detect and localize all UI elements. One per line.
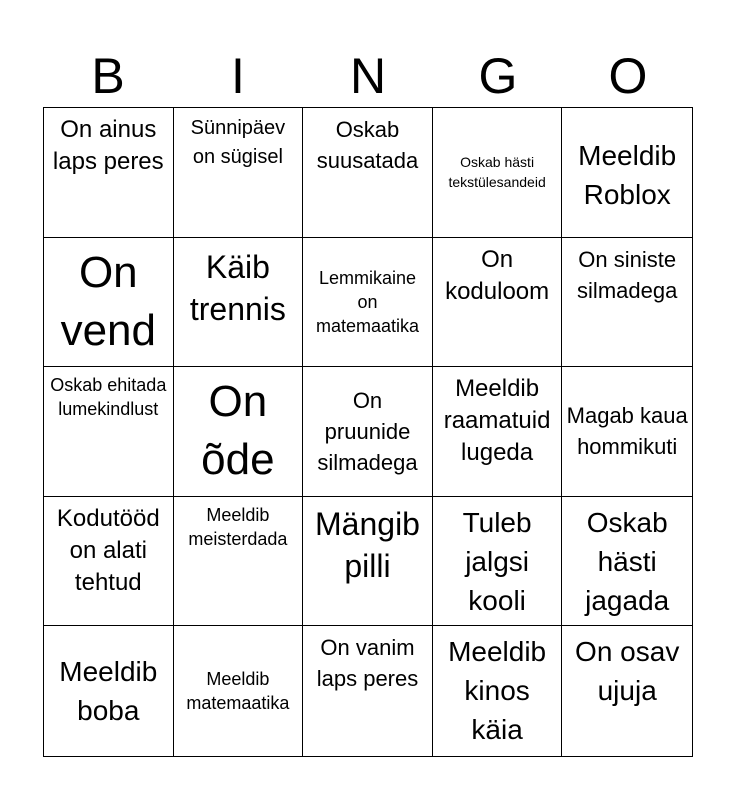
bingo-cell[interactable] [44, 367, 174, 497]
bingo-cell[interactable] [174, 497, 304, 627]
bingo-cell[interactable] [303, 497, 433, 627]
bingo-cell[interactable] [433, 626, 563, 756]
bingo-header [43, 44, 693, 108]
cell-text: On siniste silmadega [577, 246, 678, 303]
cell-text: Meeldib kinos käia [448, 636, 547, 746]
bingo-cell[interactable] [433, 367, 563, 497]
bingo-cell[interactable] [174, 367, 304, 497]
cell-text: Oskab suusatada [316, 117, 419, 173]
cell-text: Kodutööd on alati tehtud [56, 504, 160, 596]
bingo-grid [43, 107, 693, 757]
cell-text: On õde [201, 377, 275, 485]
cell-text: Oskab hästi jagada [585, 506, 670, 616]
bingo-cell[interactable] [562, 238, 692, 368]
cell-text: On pruunide silmadega [317, 387, 418, 475]
bingo-cell[interactable] [44, 626, 174, 756]
bingo-cell[interactable] [562, 497, 692, 627]
bingo-cell[interactable] [44, 238, 174, 368]
bingo-cell[interactable] [433, 497, 563, 627]
bingo-cell[interactable] [174, 626, 304, 756]
cell-text: Meeldib Roblox [578, 140, 677, 210]
cell-text: On ainus laps peres [52, 116, 164, 175]
bingo-cell[interactable] [44, 497, 174, 627]
bingo-cell[interactable] [303, 108, 433, 238]
header-letter-n: N [349, 48, 387, 104]
bingo-cell[interactable] [433, 108, 563, 238]
cell-text: Mängib pilli [315, 505, 420, 584]
cell-text: Meeldib meisterdada [188, 504, 288, 549]
cell-text: Tuleb jalgsi kooli [462, 506, 532, 616]
bingo-cell[interactable] [562, 367, 692, 497]
cell-text: On osav ujuja [575, 636, 680, 707]
bingo-cell[interactable] [44, 108, 174, 238]
bingo-cell[interactable] [303, 367, 433, 497]
cell-text: On koduloom [445, 245, 550, 305]
cell-text: Meeldib raamatuid lugeda [443, 375, 551, 467]
cell-text: Magab kaua hommikuti [566, 403, 688, 460]
bingo-cell[interactable] [433, 238, 563, 368]
bingo-cell[interactable] [303, 626, 433, 756]
cell-text: Oskab ehitada lumekindlust [50, 375, 167, 420]
header-letter-i: I [231, 48, 245, 104]
cell-text: Meeldib matemaatika [186, 669, 290, 714]
header-letter-o: O [608, 48, 648, 104]
bingo-cell[interactable] [174, 238, 304, 368]
cell-text: Sünnipäev on sügisel [190, 117, 286, 168]
bingo-cell[interactable] [562, 108, 692, 238]
header-letter-b: B [91, 48, 125, 104]
cell-text: Käib trennis [189, 248, 286, 327]
cell-text: Lemmikaine on matemaatika [315, 267, 420, 336]
cell-text: Oskab hästi tekstülesandeid [448, 154, 546, 191]
bingo-cell[interactable] [562, 626, 692, 756]
cell-text: On vanim laps peres [316, 635, 419, 692]
header-letter-g: G [478, 48, 518, 104]
bingo-cell[interactable] [303, 238, 433, 368]
cell-text: On vend [60, 247, 156, 355]
cell-text: Meeldib boba [59, 656, 158, 727]
bingo-cell[interactable] [174, 108, 304, 238]
